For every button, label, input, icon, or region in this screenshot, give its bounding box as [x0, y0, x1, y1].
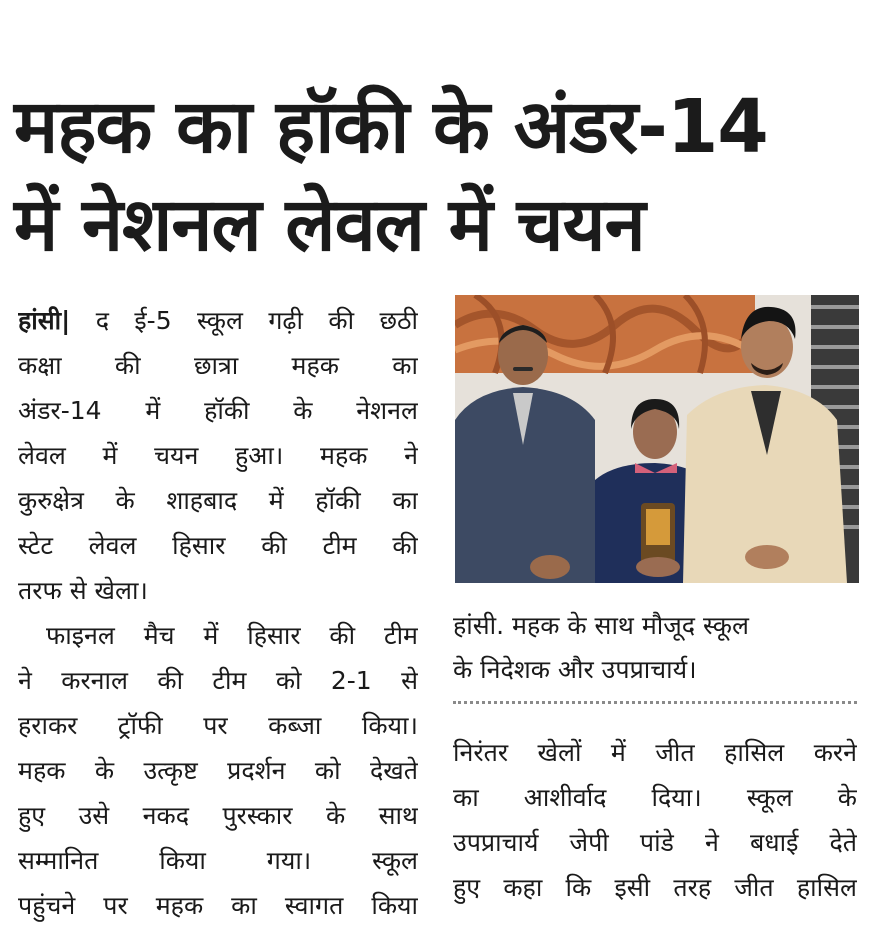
photo-caption: [453, 604, 863, 692]
paragraph-1-line-1-text: द ई-5 स्कूल गढ़ी की छठी: [95, 306, 418, 335]
paragraph-2-line-7: पहुंचने पर महक का स्वागत किया: [18, 891, 418, 920]
news-photo: [455, 295, 859, 583]
photo-caption-line-2: के निदेशक और उपप्राचार्य।: [453, 655, 697, 684]
paragraph-1-line-7: तरफ से खेला।: [18, 576, 148, 605]
article-body-left: [18, 298, 418, 928]
paragraph-2-line-4: महक के उत्कृष्ट प्रदर्शन को देखते: [18, 756, 418, 785]
paragraph-2: [18, 613, 418, 928]
right-col-line-4: हुए कहा कि इसी तरह जीत हासिल: [453, 873, 857, 902]
paragraph-2-line-1: फाइनल मैच में हिसार की टीम: [46, 621, 418, 650]
paragraph-1-line-4: लेवल में चयन हुआ। महक ने: [18, 441, 418, 470]
paragraph-1-line-3: अंडर-14 में हॉकी के नेशनल: [18, 396, 418, 425]
headline: [14, 78, 874, 274]
paragraph-1: [18, 298, 418, 613]
article-body-right: [453, 730, 857, 910]
paragraph-1-line-1: [18, 298, 418, 343]
paragraph-2-line-3: हराकर ट्रॉफी पर कब्जा किया।: [18, 711, 418, 740]
paragraph-1-line-5: कुरुक्षेत्र के शाहबाद में हॉकी का: [18, 486, 418, 515]
headline-line-2: में नेशनल लेवल में चयन: [14, 182, 645, 268]
right-col-line-2: का आशीर्वाद दिया। स्कूल के: [453, 783, 857, 812]
column-divider: [453, 701, 857, 704]
dateline: हांसी|: [18, 306, 71, 335]
paragraph-2-line-5: हुए उसे नकद पुरस्कार के साथ: [18, 801, 418, 830]
right-col-line-3: उपप्राचार्य जेपी पांडे ने बधाई देते: [453, 828, 857, 857]
paragraph-1-line-2: कक्षा की छात्रा महक का: [18, 351, 418, 380]
photo-illustration: [455, 295, 859, 583]
paragraph-1-line-6: स्टेट लेवल हिसार की टीम की: [18, 531, 418, 560]
headline-line-1: महक का हॉकी के अंडर-14: [14, 84, 768, 170]
right-col-line-1: निरंतर खेलों में जीत हासिल करने: [453, 738, 857, 767]
paragraph-2-line-6: सम्मानित किया गया। स्कूल: [18, 846, 418, 875]
photo-caption-line-1: हांसी. महक के साथ मौजूद स्कूल: [453, 611, 749, 640]
paragraph-2-line-2: ने करनाल की टीम को 2-1 से: [18, 666, 418, 695]
